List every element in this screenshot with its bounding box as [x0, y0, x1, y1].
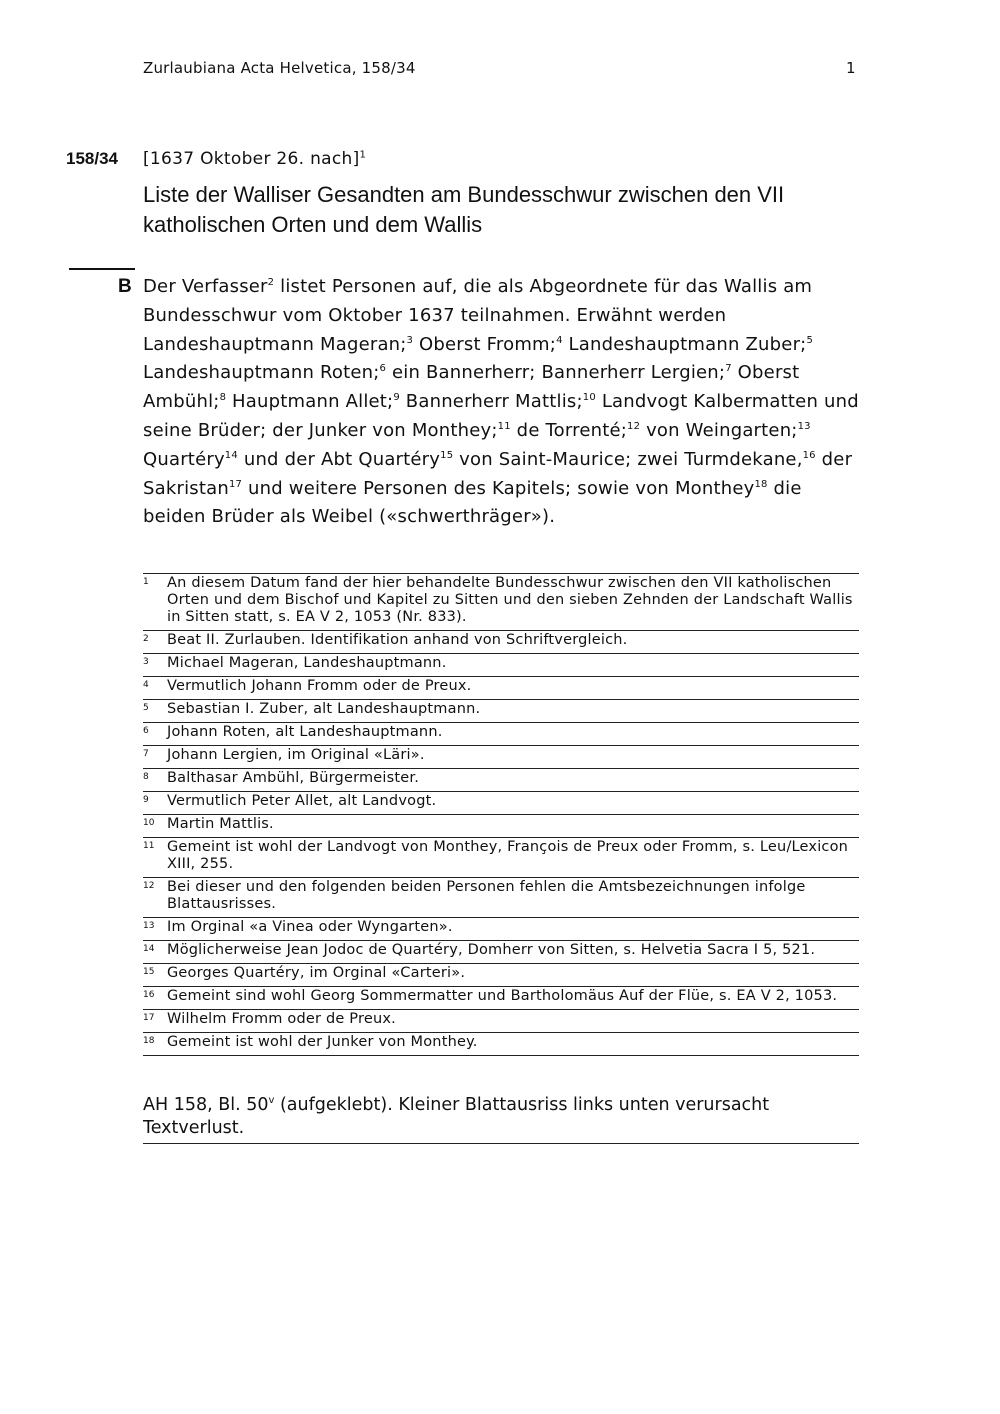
footnote-ref: 4: [556, 334, 563, 346]
abstract-segment: Bannerherr Mattlis;: [399, 391, 583, 413]
abstract-label: B: [118, 276, 132, 297]
footnote-number: 6: [143, 726, 149, 736]
footnote-ref: 13: [797, 420, 811, 432]
abstract-segment: und der Abt Quartéry: [237, 448, 441, 470]
abstract-segment: Landeshauptmann Roten;: [143, 362, 380, 384]
footnote-text: Vermutlich Peter Allet, alt Landvogt.: [167, 793, 437, 809]
footnote-text: Im Orginal «a Vinea oder Wyngarten».: [167, 919, 453, 935]
footnote-number: 5: [143, 703, 149, 713]
footnote-text: An diesem Datum fand der hier behandelte Bundesschwur zwischen den VII katholischen Orten und dem Bischof und Kapitel zu Sitten und den sieben Zehnden der Landschaft Wallis in Sitten statt, s. EA V 2, 1053 (Nr. 833).: [167, 575, 853, 625]
source-suffix: (aufgeklebt). Kleiner Blattausriss links unten verursacht Textverlust.: [143, 1095, 770, 1138]
abstract-segment: Landvogt Kalbermatten und seine Brüder; der Junker von Monthey;: [143, 391, 859, 441]
footnote-number: 15: [143, 967, 155, 977]
abstract-segment: listet Personen auf, die als Abgeordnete für das Wallis am Bundesschwur vom Oktober 1637 teilnahmen. Erwähnt werden Landeshauptmann Mageran;: [143, 276, 813, 355]
footnote-number: 16: [143, 990, 155, 1000]
footnote-text: Gemeint ist wohl der Junker von Monthey.: [167, 1034, 478, 1050]
footnote-row: [143, 699, 859, 722]
footnote-ref: 1: [359, 149, 367, 161]
footnote-number: 8: [143, 772, 149, 782]
footnote-text: Johann Roten, alt Landeshauptmann.: [167, 724, 443, 740]
footnote-number: 14: [143, 944, 155, 954]
footnote-text: Martin Mattlis.: [167, 816, 274, 832]
footnote-row: [143, 1032, 859, 1055]
footnote-ref: 12: [627, 420, 641, 432]
footnote-text: Johann Lergien, im Original «Läri».: [167, 747, 425, 763]
footnote-number: 1: [143, 577, 149, 587]
abstract-segment: de Torrenté;: [510, 419, 628, 441]
footnote-row: [143, 676, 859, 699]
footnote-text: Vermutlich Johann Fromm oder de Preux.: [167, 678, 472, 694]
footnote-row: [143, 940, 859, 963]
footnote-ref: 6: [379, 363, 387, 375]
abstract-segment: von Weingarten;: [640, 419, 798, 441]
footnote-row: [143, 722, 859, 745]
abstract-segment: Hauptmann Allet;: [226, 391, 394, 413]
footnote-number: 18: [143, 1036, 155, 1046]
footnote-number: 9: [143, 795, 149, 805]
footnote-number: 13: [143, 921, 155, 931]
footnote-number: 2: [143, 634, 149, 644]
abstract-segment: von Saint-Maurice; zwei Turmdekane,: [453, 448, 803, 470]
section-rule: [69, 268, 135, 270]
footnote-number: 7: [143, 749, 149, 759]
abstract-segment: Oberst Fromm;: [413, 333, 557, 355]
document-date: [143, 149, 366, 169]
footnote-ref: 7: [725, 363, 732, 375]
footnote-number: 12: [143, 881, 155, 891]
footnote-number: 10: [143, 818, 155, 828]
document-date-text: [1637 Oktober 26. nach]: [143, 149, 360, 169]
footnote-ref: 10: [582, 392, 596, 404]
abstract-segment: Oberst Ambühl;: [143, 362, 800, 413]
footnote-text: Michael Mageran, Landeshauptmann.: [167, 655, 447, 671]
footnote-row: [143, 791, 859, 814]
footnote-ref: 8: [219, 392, 227, 404]
abstract-segment: ein Bannerherr; Bannerherr Lergien;: [386, 362, 726, 384]
footnote-ref: 5: [806, 334, 813, 346]
footnote-number: 4: [143, 680, 149, 690]
abstract-segment: Quartéry: [143, 448, 225, 470]
footnote-ref: 14: [224, 449, 238, 461]
abstract-text: [143, 273, 863, 532]
footnote-text: Bei dieser und den folgenden beiden Personen fehlen die Amtsbezeichnungen infolge Blattausrisses.: [167, 879, 806, 912]
source-sup: v: [268, 1095, 275, 1107]
footnote-number: 11: [143, 841, 155, 851]
footnote-number: 3: [143, 657, 149, 667]
document-title: Liste der Walliser Gesandten am Bundesschwur zwischen den VII katholischen Orten und dem Wallis: [143, 182, 785, 237]
running-title: Zurlaubiana Acta Helvetica, 158/34: [143, 59, 416, 77]
footnote-row: [143, 1009, 859, 1032]
footnote-text: Georges Quartéry, im Orginal «Carteri».: [167, 965, 466, 981]
footnote-row: [143, 814, 859, 837]
page-number: 1: [846, 59, 856, 77]
footnote-text: Balthasar Ambühl, Bürgermeister.: [167, 770, 420, 786]
footnote-ref: 2: [267, 277, 275, 288]
footnote-row: [143, 768, 859, 791]
document-number: 158/34: [66, 149, 118, 168]
footnote-row: [143, 917, 859, 940]
abstract-segment: Landeshauptmann Zuber;: [562, 333, 807, 355]
footnote-ref: 9: [393, 392, 400, 404]
footnotes-end-rule: [143, 1055, 859, 1056]
abstract-segment: die beiden Brüder als Weibel («schwerthräger»).: [143, 477, 802, 528]
footnote-row: [143, 986, 859, 1009]
footnote-row: [143, 653, 859, 676]
footnote-ref: 16: [802, 449, 816, 461]
footnote-ref: 3: [406, 334, 414, 346]
footnote-text: Sebastian I. Zuber, alt Landeshauptmann.: [167, 701, 481, 717]
footnote-text: Wilhelm Fromm oder de Preux.: [167, 1011, 396, 1027]
footnote-row: [143, 963, 859, 986]
footnote-text: Beat II. Zurlauben. Identifikation anhand von Schriftvergleich.: [167, 632, 628, 648]
footnote-row: [143, 745, 859, 768]
footnote-row: [143, 573, 859, 630]
footnotes: [143, 573, 859, 1056]
abstract-segment: der Sakristan: [143, 448, 853, 499]
source-note: [143, 1094, 859, 1144]
footnote-ref: 18: [754, 478, 768, 490]
footnote-row: [143, 837, 859, 877]
footnote-row: [143, 877, 859, 917]
footnote-number: 17: [143, 1013, 155, 1023]
source-prefix: AH 158, Bl. 50: [143, 1095, 269, 1115]
footnote-ref: 15: [440, 449, 454, 461]
footnote-row: [143, 630, 859, 653]
footnote-ref: 11: [497, 420, 511, 432]
footnote-ref: 17: [228, 478, 243, 490]
footnote-text: Möglicherweise Jean Jodoc de Quartéry, Domherr von Sitten, s. Helvetia Sacra I 5, 521.: [167, 942, 816, 958]
abstract-segment: und weitere Personen des Kapitels; sowie von Monthey: [242, 477, 755, 499]
abstract-segment: Der Verfasser: [143, 276, 268, 297]
footnote-text: Gemeint sind wohl Georg Sommermatter und Bartholomäus Auf der Flüe, s. EA V 2, 1053.: [167, 988, 838, 1004]
footnote-text: Gemeint ist wohl der Landvogt von Monthey, François de Preux oder Fromm, s. Leu/Lexicon XIII, 255.: [167, 839, 849, 872]
